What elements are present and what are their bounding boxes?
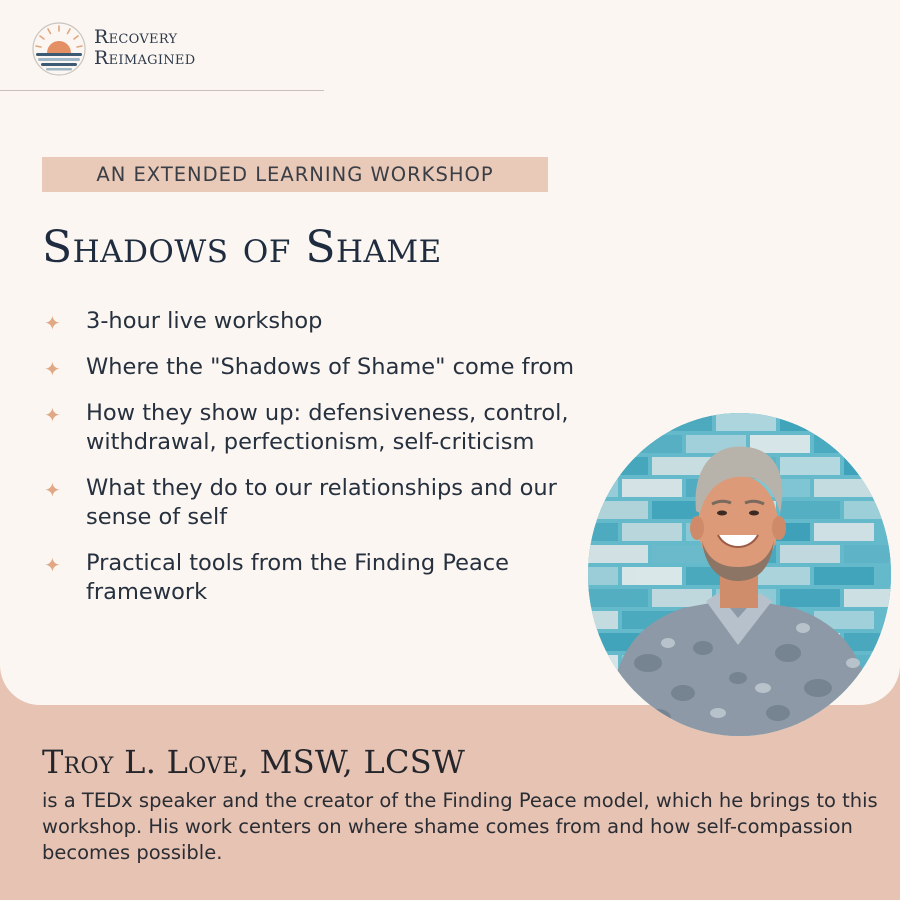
brand-name [94, 27, 195, 69]
workshop-type-badge: AN EXTENDED LEARNING WORKSHOP [42, 157, 548, 192]
speaker-portrait [588, 413, 891, 736]
header-divider [0, 90, 324, 91]
list-item [44, 399, 706, 457]
brand-line-1: Recovery [94, 26, 178, 48]
star-icon: ✦ [44, 357, 61, 381]
star-icon: ✦ [44, 553, 61, 577]
speaker-name: Troy L. Love, MSW, LCSW [42, 743, 466, 781]
list-item-text: Practical tools from the Finding Peace framework [86, 550, 509, 605]
list-item-text: Where the "Shadows of Shame" come from [86, 354, 575, 380]
star-icon: ✦ [44, 478, 61, 502]
brand-logo [31, 19, 195, 77]
list-item [44, 353, 706, 382]
sunrise-logo-icon [31, 19, 87, 77]
brand-line-2: Reimagined [94, 47, 196, 69]
list-item-text: 3-hour live workshop [86, 308, 323, 334]
page-title: Shadows of Shame [42, 222, 442, 273]
list-item-text: How they show up: defensiveness, control, withdrawal, perfectionism, self-criticism [86, 400, 569, 455]
star-icon: ✦ [44, 311, 61, 335]
speaker-photo [588, 413, 891, 736]
star-icon: ✦ [44, 403, 61, 427]
list-item [44, 307, 706, 336]
list-item-text: What they do to our relationships and our sense of self [86, 475, 557, 530]
speaker-bio: is a TEDx speaker and the creator of the Finding Peace model, which he brings to this workshop. His work centers on where shame comes from and how self-compassion becomes possible. [42, 789, 878, 864]
